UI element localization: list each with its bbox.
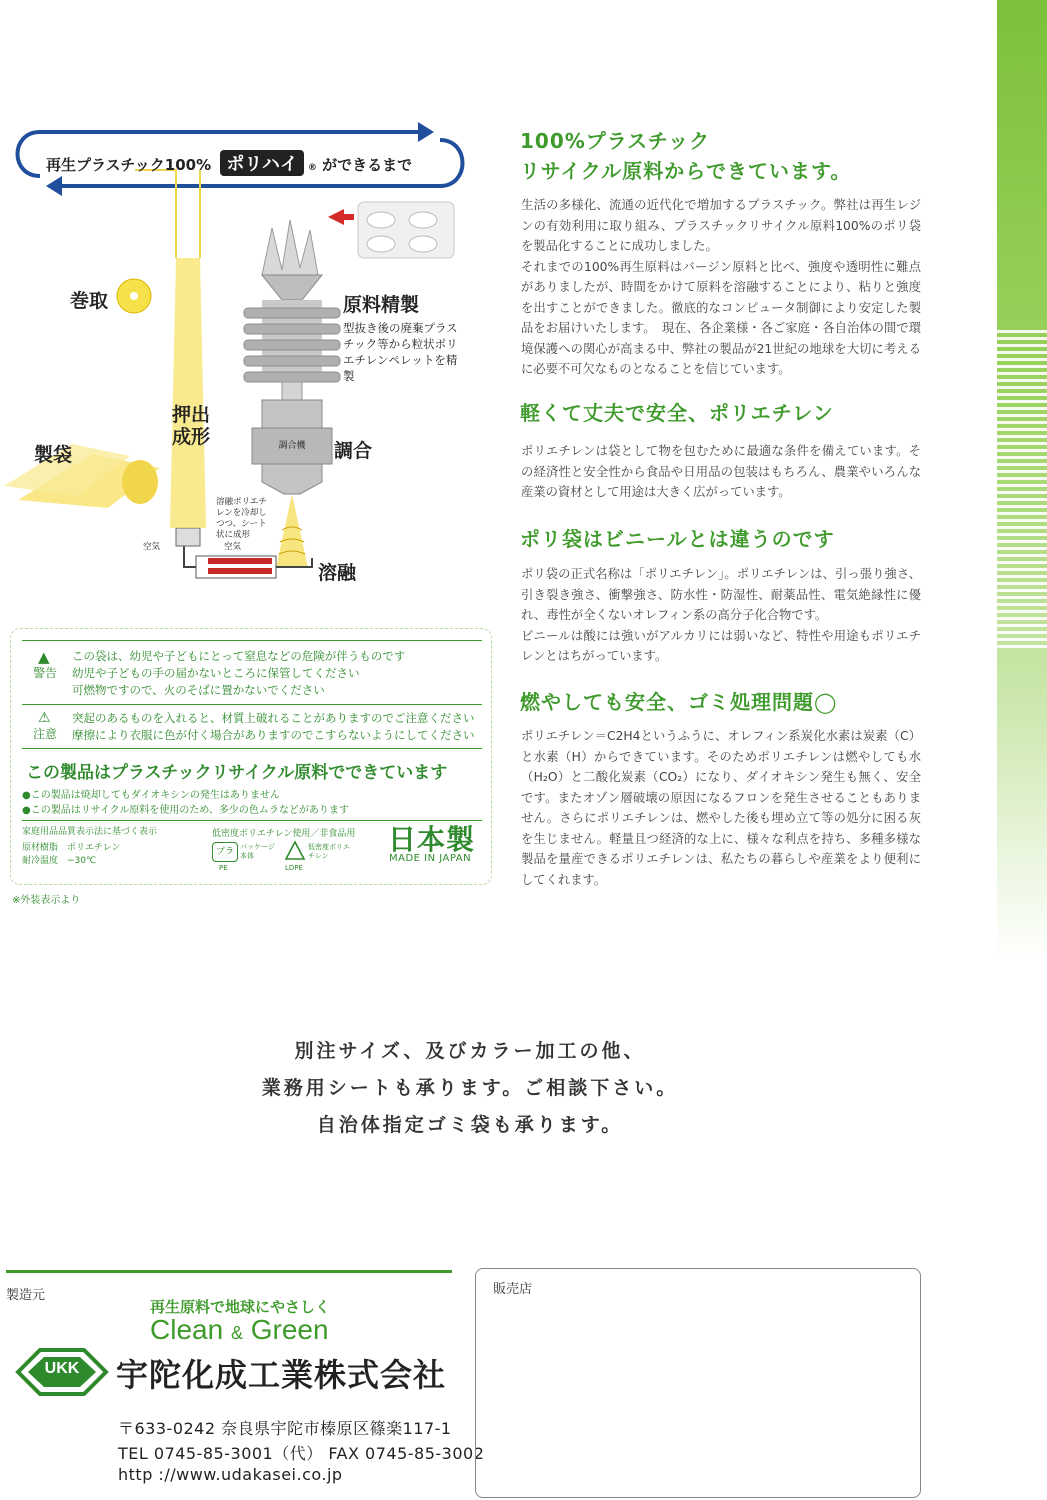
ldpe-mark: LDPE (285, 864, 303, 872)
law-material: 原材樹脂 ポリエチレン (22, 843, 121, 853)
caution-label: 注意 (33, 727, 58, 741)
law-title: 家庭用品品質表示法に基づく表示 (22, 827, 158, 837)
ldpe-title: 低密度ポリエチレン使用／非食品用 (212, 829, 356, 839)
heater-coil (208, 568, 272, 574)
pellet (409, 236, 437, 252)
refining-description: 型抜き後の廃棄プラスチック等から粒状ポリエチレンペレットを精製 (343, 321, 458, 383)
dealer-box (475, 1268, 921, 1498)
warning-line: 幼児や子どもの手の届かないところに保管してください (72, 666, 360, 680)
plastic-scrap (262, 220, 318, 275)
extruded-film-tube (170, 258, 206, 528)
label-extrusion: 押出成形 (172, 404, 211, 448)
decorative-globe-lines (997, 330, 1047, 650)
made-in-japan-en: MADE IN JAPAN (389, 853, 472, 864)
ldpe-recycle-label: 低密度ポリエチレン (308, 843, 350, 860)
recycle-headline: この製品はプラスチックリサイクル原料でできています (26, 763, 448, 783)
caution-text (72, 710, 475, 744)
company-slogan (150, 1314, 329, 1346)
bullet-item: ●この製品は焼却してもダイオキシンの発生はありません (22, 790, 280, 801)
red-arrow-icon (328, 209, 354, 225)
section-heading: 軽くて丈夫で安全、ポリエチレン (520, 401, 834, 425)
warning-line: この袋は、幼児や子どもにとって窒息などの危険が伴うものです (72, 649, 406, 663)
paragraph: それまでの100%再生原料はバージン原料と比べ、強度や透明性に難点がありましたが、時間をかけて原料を溶融することにより、粘りと強度を出すことができました。徹底的なコンピュータ制御により安定した製品をお届けいたします。 現在、各企業様・各ご家庭・各自治体の間で環境保護への関心が高まる中、弊社の製品が21世紀の地球を大切に考えるに必要不可欠なものとなることを信じています。 (521, 259, 921, 376)
slogan-word: Green (250, 1314, 329, 1345)
label-winding: 巻取 (70, 290, 109, 312)
divider (22, 640, 482, 641)
pipe (282, 382, 302, 400)
maker-label: 製造元 (6, 1288, 46, 1303)
dealer-label: 販売店 (493, 1282, 533, 1297)
section-body (521, 564, 921, 667)
section-heading (520, 126, 851, 186)
quality-label (22, 826, 157, 868)
air-label-left: 空気 (143, 542, 161, 552)
pellet (409, 212, 437, 228)
film-path (135, 170, 176, 258)
heading-line: リサイクル原料からできています。 (520, 159, 852, 183)
process-banner (46, 150, 412, 176)
extrusion-die (176, 528, 200, 546)
caution-line: 突起のあるものを入れると、材質上破れることがありますのでご注意ください (72, 711, 475, 725)
paragraph: ポリ袋の正式名称は「ポリエチレン」。ポリエチレンは、引っ張り強さ、引き裂き強さ、衝撃強さ、防水性・防湿性、耐薬品性、電気絶縁性に優れ、毒性が全くないオレフィン系の高分子化合物です。 (521, 567, 921, 622)
melt-stream (276, 494, 308, 568)
slogan-amp: & (230, 1323, 243, 1343)
pellet (367, 212, 395, 228)
recycle-bullets (22, 788, 349, 818)
hopper (262, 275, 322, 300)
cta-line: 別注サイズ、及びカラー加工の他、 (294, 1040, 646, 1062)
cta-line: 業務用シートも承ります。ご相談下さい。 (261, 1077, 679, 1099)
brand-mark: ® (307, 163, 317, 173)
cycle-arrowhead-left (46, 176, 62, 196)
section-heading: 燃やしても安全、ゴミ処理問題◯ (520, 690, 838, 714)
brand-name: ポリハイ (220, 150, 303, 176)
bag-roll (122, 460, 158, 504)
made-in-japan-jp: 日本製 (388, 823, 476, 856)
warning-line: 可燃物ですので、火のそばに置かないでください (72, 683, 325, 697)
roll-core (130, 292, 138, 300)
banner-text-1: 再生プラスチック100% (46, 156, 212, 174)
label-refining: 原料精製 (343, 294, 420, 316)
package-note: ※外装表示より (12, 895, 81, 906)
label-melt: 溶融 (318, 562, 357, 584)
company-address: 〒633-0242 奈良県宇陀市榛原区篠楽117-1 (118, 1419, 452, 1438)
pla-recycle-icon: プラ (212, 842, 238, 862)
section-body: ポリエチレンは袋として物を包むために最適な条件を備えています。その経済性と安全性から食品や日用品の包装はもちろん、農業やいろんな産業の資材として用途は大きく広がっています。 (521, 444, 921, 499)
divider (22, 748, 482, 749)
cooling-description: 溶融ポリエチレンを冷却しつつ、シート状に成形 (216, 497, 267, 540)
package-label: パッケージ本体 (240, 843, 275, 860)
warning-text (72, 648, 405, 699)
pellet (367, 236, 395, 252)
heater-coil (208, 558, 272, 564)
divider (22, 704, 482, 705)
footer-divider (6, 1270, 452, 1273)
label-mixing: 調合 (334, 440, 373, 462)
warning-icon: ▲ (38, 648, 50, 666)
section-body: ポリエチレン＝C2H4というふうに、オレフィン系炭化水素は炭素（C）と水素（H）からできています。そのためポリエチレンは燃やしても水（H₂O）と二酸化炭素（CO₂）になり、ダイオキシン発生も無く、安全です。またオゾン層破壊の原因になるフロンを発生させることもありません。さらにポリエチレンは、燃やした後も埋め立て等の処分に困る灰を生じません。軽量且つ経済的な上に、様々な利点を持ち、多種多様な製品を量産できるポリエチレンは、私たちの暮らしや産業をより便利にしてくれます。 (521, 729, 921, 887)
pe-mark: PE (219, 864, 228, 872)
recycle-triangle-icon (284, 840, 306, 862)
ukk-logo-text: UKK (44, 1360, 80, 1377)
caution-icon: ⚠ (38, 710, 51, 726)
company-name: 宇陀化成工業株式会社 (116, 1356, 447, 1394)
label-bag-making: 製袋 (34, 444, 73, 466)
air-label-right: 空気 (224, 542, 242, 552)
slogan-word: Clean (150, 1314, 224, 1345)
cycle-arrowhead-right (418, 122, 434, 142)
cta-line: 自治体指定ゴミ袋も承ります。 (316, 1114, 624, 1136)
law-temperature: 耐冷温度 −30℃ (22, 856, 97, 866)
company-tagline: 再生原料で地球にやさしく (150, 1298, 331, 1316)
bullet-item: ●この製品はリサイクル原料を使用のため、多少の色ムラなどがあります (22, 805, 349, 816)
company-url[interactable]: http ://www.udakasei.co.jp (118, 1465, 343, 1484)
company-phone: TEL 0745-85-3001（代） FAX 0745-85-3002 (118, 1444, 485, 1463)
die-pipe (184, 546, 196, 567)
banner-text-2: ができるまで (322, 156, 413, 174)
mixer-name: 調合機 (278, 441, 306, 451)
warning-label: 警告 (33, 666, 58, 680)
section-body (521, 195, 921, 380)
heading-line: 100%プラスチック (520, 129, 711, 153)
caution-line: 摩擦により衣服に色が付く場合がありますのでこすらないようにしてください (72, 728, 475, 742)
paragraph: 生活の多様化、流通の近代化で増加するプラスチック。弊社は再生レジンの有効利用に取り組み、プラスチックリサイクル原料100%のポリ袋を製品化することに成功しました。 (521, 198, 921, 253)
paragraph: ビニールは酸には強いがアルカリには弱いなど、特性や用途もポリエチレンとはちがっています。 (521, 628, 921, 663)
section-heading: ポリ袋はビニールとは違うのです (520, 527, 835, 551)
